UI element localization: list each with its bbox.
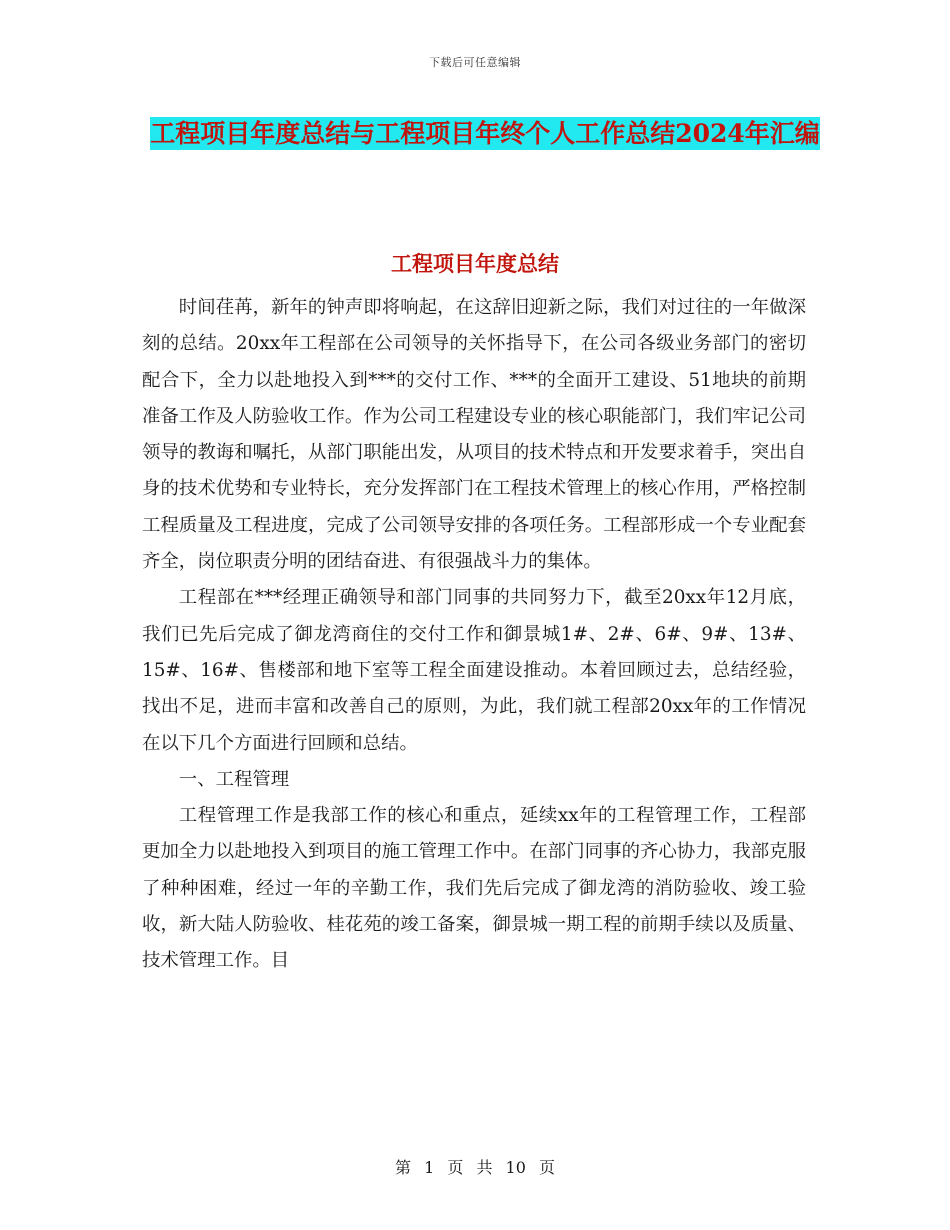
document-title: [150, 110, 820, 158]
document-body: [142, 290, 806, 980]
section-title: 工程项目年度总结: [391, 251, 559, 276]
paragraph: 时间荏苒，新年的钟声即将响起，在这辞旧迎新之际，我们对过往的一年做深刻的总结。20xx年工程部在公司领导的关怀指导下，在公司各级业务部门的密切配合下，全力以赴地投入到***的交付工作、***的全面开工建设、51地块的前期准备工作及人防验收工作。作为公司工程建设专业的核心职能部门，我们牢记公司领导的教诲和嘱托，从部门职能出发，从项目的技术特点和开发要求着手，突出自身的技术优势和专业特长，充分发挥部门在工程技术管理上的核心作用，严格控制工程质量及工程进度，完成了公司领导安排的各项任务。工程部形成一个专业配套齐全，岗位职责分明的团结奋进、有很强战斗力的集体。: [142, 297, 806, 573]
paragraph: 工程管理工作是我部工作的核心和重点，延续xx年的工程管理工作，工程部更加全力以赴地投入到项目的施工管理工作中。在部门同事的齐心协力，我部克服了种种困难，经过一年的辛勤工作，我们先后完成了御龙湾的消防验收、竣工验收，新大陆人防验收、桂花苑的竣工备案，御景城一期工程的前期手续以及质量、技术管理工作。目: [142, 805, 806, 972]
page-number-footer: 第 1 页 共 10 页: [395, 1158, 555, 1177]
page-header-note: 下载后可任意编辑: [429, 56, 521, 69]
subsection-heading: 一、工程管理: [178, 768, 290, 790]
paragraph: 工程部在***经理正确领导和部门同事的共同努力下，截至20xx年12月底，我们已先后完成了御龙湾商住的交付工作和御景城1#、2#、6#、9#、13#、15#、16#、售楼部和地下室等工程全面建设推动。本着回顾过去，总结经验，找出不足，进而丰富和改善自己的原则，为此，我们就工程部20xx年的工作情况在以下几个方面进行回顾和总结。: [142, 587, 806, 754]
document-title-text: 工程项目年度总结与工程项目年终个人工作总结2024年汇编: [150, 119, 820, 148]
